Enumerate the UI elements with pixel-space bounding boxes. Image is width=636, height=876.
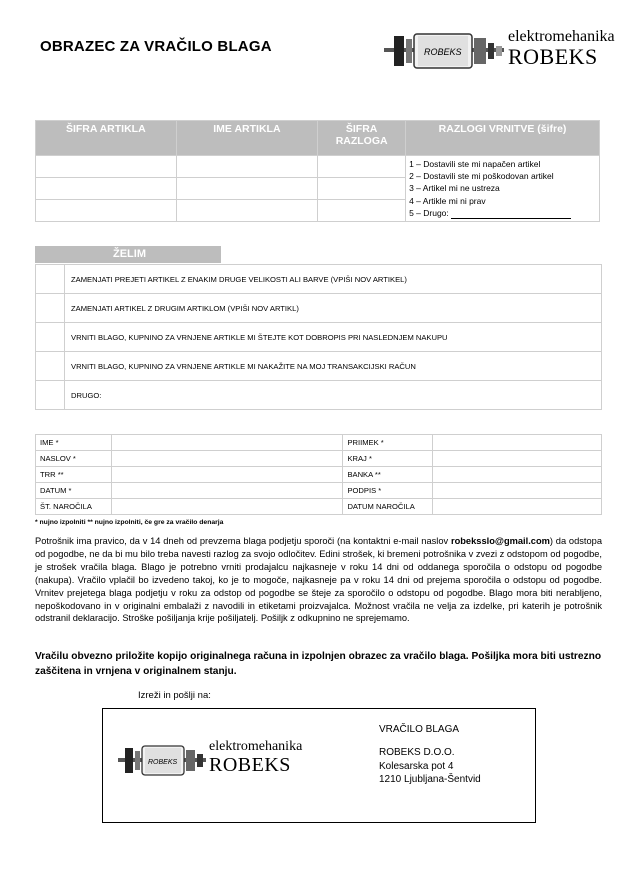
field-label: TRR ** (36, 467, 112, 483)
svg-text:ROBEKS: ROBEKS (424, 47, 462, 57)
contact-email: robeksslo@gmail.com (450, 536, 550, 546)
article-code-cell[interactable] (36, 178, 177, 200)
wish-option-label: ZAMENJATI ARTIKEL Z DRUGIM ARTIKLOM (VPIŠI NOV ARTIKL) (65, 294, 602, 323)
address-field[interactable] (111, 451, 343, 467)
customer-data-table (35, 434, 602, 515)
return-address (379, 746, 481, 787)
signature-field[interactable] (433, 483, 602, 499)
wish-option-label: ZAMENJATI PREJETI ARTIKEL Z ENAKIM DRUGE VELIKOSTI ALI BARVE (VPIŠI NOV ARTIKEL) (65, 265, 602, 294)
wish-options-table (35, 264, 602, 410)
company-name: ROBEKS D.O.O. (379, 747, 455, 758)
reason-code-cell[interactable] (318, 200, 406, 222)
return-address-title: VRAČILO BLAGA (379, 724, 460, 735)
option-checkbox[interactable] (36, 352, 65, 381)
article-name-cell[interactable] (176, 178, 318, 200)
first-name-field[interactable] (111, 435, 343, 451)
page-title: OBRAZEC ZA VRAČILO BLAGA (40, 38, 272, 55)
other-reason-line[interactable] (451, 209, 571, 219)
bank-field[interactable] (433, 467, 602, 483)
field-label: IME * (36, 435, 112, 451)
wish-option-label: VRNITI BLAGO, KUPNINO ZA VRNJENE ARTIKLE MI ŠTEJTE KOT DOBROPIS PRI NASLEDNJEM NAKUPU (65, 323, 602, 352)
order-number-field[interactable] (111, 499, 343, 515)
company-logo-small (117, 735, 317, 787)
field-label: NASLOV * (36, 451, 112, 467)
field-label: BANKA ** (343, 467, 433, 483)
article-code-cell[interactable] (36, 156, 177, 178)
wish-heading-bar (35, 246, 221, 263)
reason-item: 3 – Artikel mi ne ustreza (409, 183, 500, 194)
option-checkbox[interactable] (36, 323, 65, 352)
wish-option-label: VRNITI BLAGO, KUPNINO ZA VRNJENE ARTIKLE MI NAKAŽITE NA MOJ TRANSAKCIJSKI RAČUN (65, 352, 602, 381)
reason-code-cell[interactable] (318, 156, 406, 178)
reason-item: 1 – Dostavili ste mi napačen artikel (409, 159, 541, 169)
iban-field[interactable] (111, 467, 343, 483)
col-header-reason-code: ŠIFRA RAZLOGA (318, 121, 406, 156)
return-policy-text: Potrošnik ima pravico, da v 14 dneh od prevzema blaga podjetju sporoči (na kontaktni e-mail naslov robeksslo@gmail.com) da odstopa od pogodbe, ne da bi mu bilo treba navesti razlog za svojo odločitev. Edini strošek, ki bremeni potrošnika v zvezi z odstopom od pogodbe, je strošek vračila blaga. Blago je potrebno vrniti prodajalcu najkasneje v roku 14 dni od oddanega sporočila o odstopu od pogodbe (nakupa). Vračilo vplačil bo izvedeno takoj, ko je to mogoče, najkasneje pa v roku 14 dni od prejema sporočila o odstopu od pogodbe. Vrnitev prejetega blaga podjetju v roku za odstop od pogodbe se šteje za sporočilo o odstopu od pogodbe. Blago mora biti nerabljeno, nepoškodovano in v originalni embalaži z navodili in etiketami proizvajalca. Možnost vračila ne velja za izdelke, pri katerih je potrošnik odstranil deklaracijo. Stroške pošiljanja krije pošiljatelj. Pošiljk z odkupnino ne sprejemamo. (35, 536, 602, 624)
reason-item: 2 – Dostavili ste mi poškodovan artikel (409, 171, 554, 182)
logo-line2: ROBEKS (209, 754, 291, 776)
logo-line2: ROBEKS (508, 44, 598, 69)
col-header-return-reasons: RAZLOGI VRNITVE (šifre) (406, 121, 600, 156)
last-name-field[interactable] (433, 435, 602, 451)
article-name-cell[interactable] (176, 156, 318, 178)
col-header-article-name: IME ARTIKLA (176, 121, 318, 156)
field-label: PRIIMEK * (343, 435, 433, 451)
armature-rotor-icon (382, 26, 504, 76)
reason-item: 4 – Artikle mi ni prav (409, 195, 486, 206)
company-logo (382, 22, 614, 78)
reasons-list (406, 156, 600, 222)
wish-option-label: DRUGO: (65, 381, 602, 410)
field-label: ŠT. NAROČILA (36, 499, 112, 515)
required-fields-note: * nujno izpolniti ** nujno izpolniti, če gre za vračilo denarja (35, 519, 224, 526)
article-code-cell[interactable] (36, 200, 177, 222)
col-header-article-code: ŠIFRA ARTIKLA (36, 121, 177, 156)
street: Kolesarska pot 4 (379, 760, 454, 772)
order-date-field[interactable] (433, 499, 602, 515)
reason-code-cell[interactable] (318, 178, 406, 200)
reason-item: 5 – Drugo: (409, 207, 596, 219)
option-checkbox[interactable] (36, 294, 65, 323)
city-field[interactable] (433, 451, 602, 467)
shipping-label-box (102, 708, 536, 823)
field-label: KRAJ * (343, 451, 433, 467)
returns-table (35, 120, 600, 222)
article-name-cell[interactable] (176, 200, 318, 222)
option-checkbox[interactable] (36, 381, 65, 410)
return-notice: Vračilu obvezno priložite kopijo originalnega računa in izpolnjen obrazec za vračilo blaga. Pošiljka mora biti ustrezno zaščitena in vrnjena v originalnem stanju. (35, 651, 602, 677)
cut-and-send-label: Izreži in pošlji na: (138, 690, 211, 701)
date-field[interactable] (111, 483, 343, 499)
postal-city: 1210 Ljubljana-Šentvid (379, 774, 481, 785)
field-label: DATUM NAROČILA (343, 499, 433, 515)
svg-text:ROBEKS: ROBEKS (148, 759, 178, 766)
option-checkbox[interactable] (36, 265, 65, 294)
logo-line1: elektromehanika (508, 28, 615, 45)
field-label: DATUM * (36, 483, 112, 499)
armature-rotor-icon (117, 739, 207, 783)
field-label: PODPIS * (343, 483, 433, 499)
wish-heading: ŽELIM (113, 248, 146, 260)
logo-line1: elektromehanika (209, 739, 303, 754)
